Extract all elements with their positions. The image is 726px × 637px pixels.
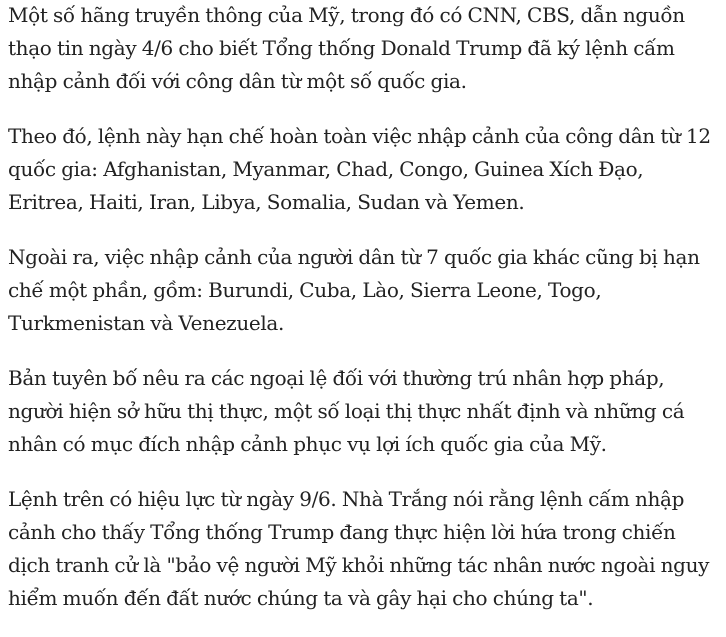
article-body xyxy=(8,0,720,637)
article-paragraph: Theo đó, lệnh này hạn chế hoàn toàn việc nhập cảnh của công dân từ 12 quốc gia: Afghanistan, Myanmar, Chad, Congo, Guinea Xích Đạo, Eritrea, Haiti, Iran, Libya, Somalia, Sudan và Yemen. xyxy=(8,124,711,214)
article-paragraph: Một số hãng truyền thông của Mỹ, trong đó có CNN, CBS, dẫn nguồn thạo tin ngày 4/6 cho biết Tổng thống Donald Trump đã ký lệnh cấm nhập cảnh đối với công dân từ một số quốc gia. xyxy=(8,3,685,93)
article-paragraph: Bản tuyên bố nêu ra các ngoại lệ đối với thường trú nhân hợp pháp, người hiện sở hữu thị thực, một số loại thị thực nhất định và những cá nhân có mục đích nhập cảnh phục vụ lợi ích quốc gia của Mỹ. xyxy=(8,366,685,456)
article-paragraph: Ngoài ra, việc nhập cảnh của người dân từ 7 quốc gia khác cũng bị hạn chế một phần, gồm: Burundi, Cuba, Lào, Sierra Leone, Togo, Turkmenistan và Venezuela. xyxy=(8,245,700,335)
article-paragraph: Lệnh trên có hiệu lực từ ngày 9/6. Nhà Trắng nói rằng lệnh cấm nhập cảnh cho thấy Tổng thống Trump đang thực hiện lời hứa trong chiến dịch tranh cử là "bảo vệ người Mỹ khỏi những tác nhân nước ngoài nguy hiểm muốn đến đất nước chúng ta và gây hại cho chúng ta". xyxy=(8,487,710,610)
